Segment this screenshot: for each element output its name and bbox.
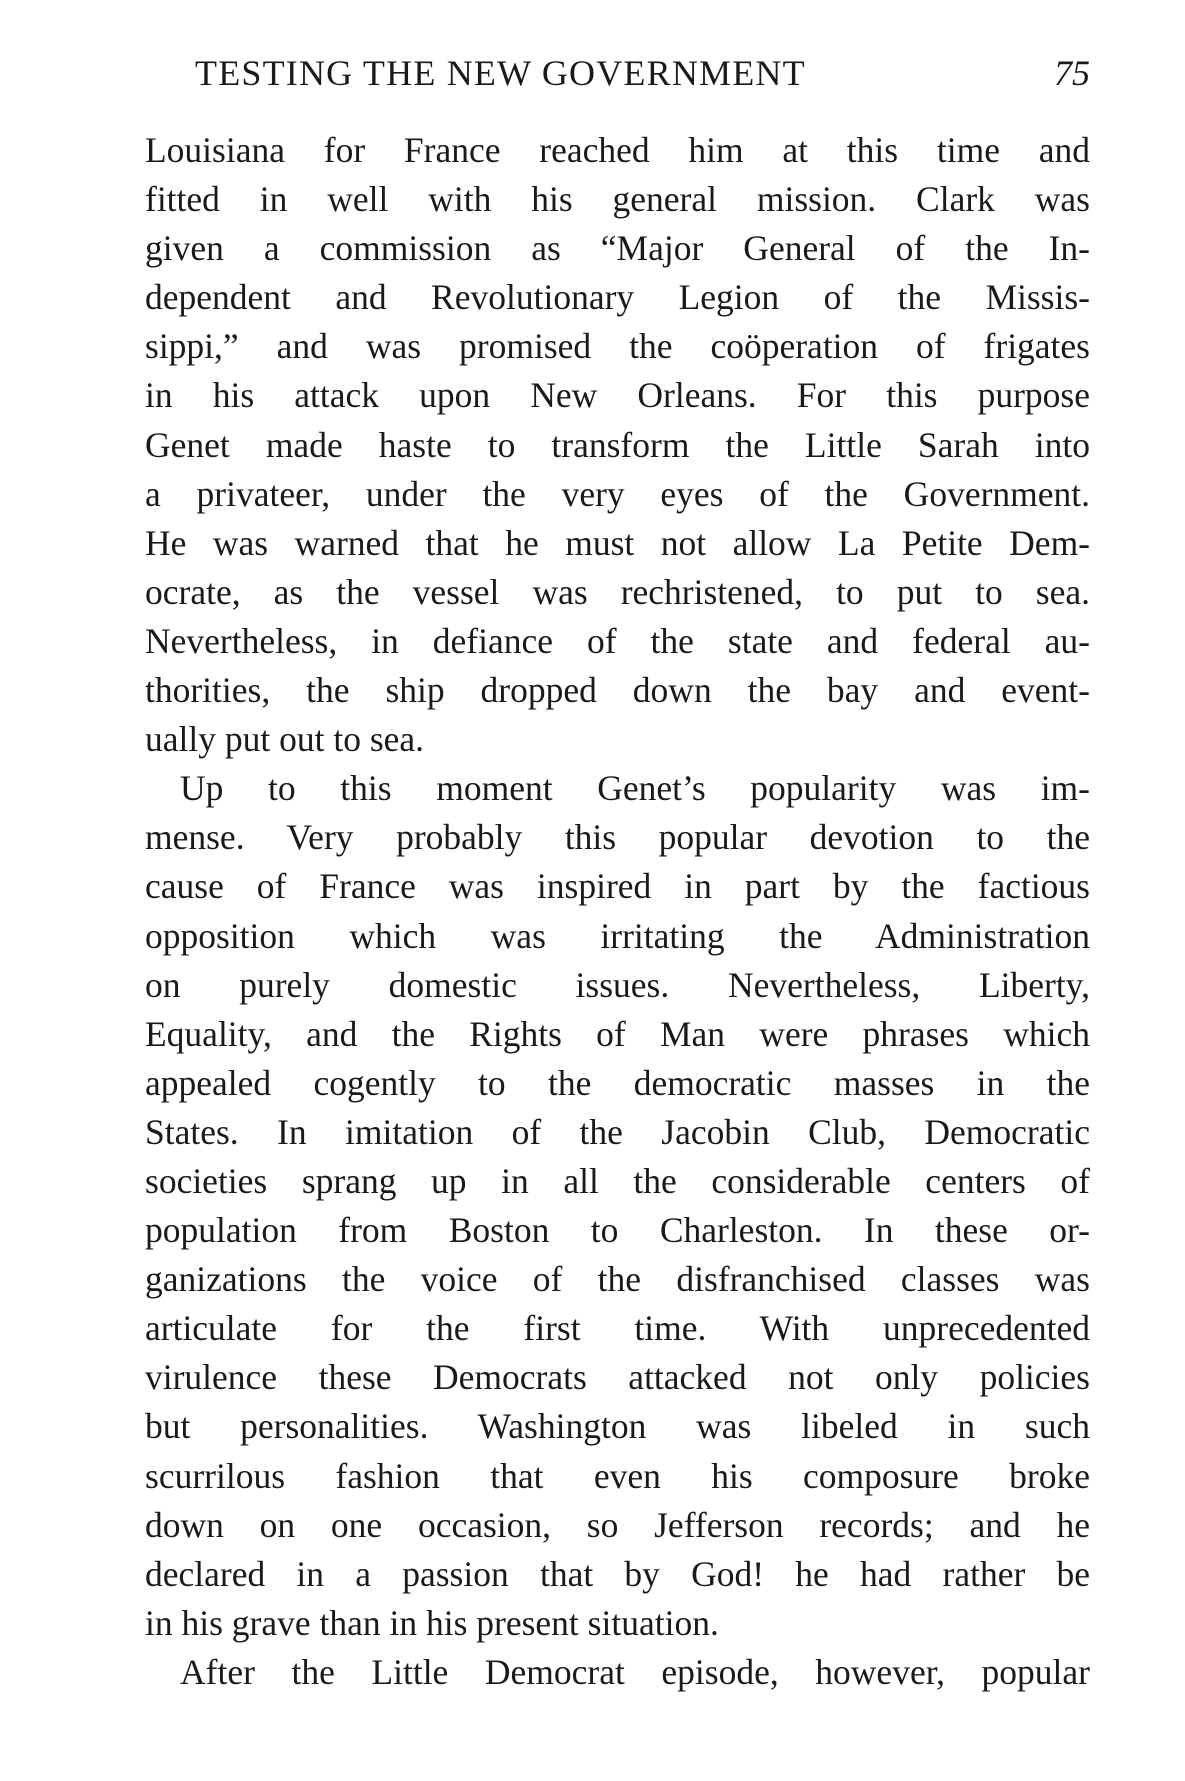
text-line: a privateer, under the very eyes of the Government.	[145, 473, 1090, 514]
text-line: sippi,” and was promised the coöperation of frigates	[145, 326, 1090, 367]
text-line: Genet made haste to transform the Little Sarah into	[145, 424, 1090, 465]
text-line: ganizations the voice of the disfranchised classes was	[145, 1259, 1090, 1300]
text-line: societies sprang up in all the considerable centers of	[145, 1160, 1090, 1201]
text-line: fitted in well with his general mission. Clark was	[145, 179, 1090, 220]
text-line: articulate for the first time. With unprecedented	[145, 1308, 1090, 1349]
text-line: opposition which was irritating the Administration	[145, 915, 1090, 956]
text-line: but personalities. Washington was libeled in such	[145, 1406, 1090, 1447]
page-number: 75	[1054, 53, 1090, 93]
text-line: He was warned that he must not allow La Petite Dem-	[145, 522, 1090, 563]
text-line: on purely domestic issues. Nevertheless, Liberty,	[145, 964, 1090, 1005]
text-line: given a commission as “Major General of the In-	[145, 228, 1090, 269]
text-line: Equality, and the Rights of Man were phrases which	[145, 1013, 1090, 1054]
text-line: appealed cogently to the democratic masses in the	[145, 1062, 1090, 1103]
running-head-title: TESTING THE NEW GOVERNMENT	[195, 53, 806, 93]
text-line: States. In imitation of the Jacobin Club, Democratic	[145, 1111, 1090, 1152]
text-line: virulence these Democrats attacked not only policies	[145, 1357, 1090, 1398]
paragraph-start-line: After the Little Democrat episode, however, popular	[180, 1651, 1090, 1692]
text-line: in his attack upon New Orleans. For this purpose	[145, 375, 1090, 416]
paragraph-start-line: Up to this moment Genet’s popularity was im-	[180, 768, 1090, 809]
text-line: declared in a passion that by God! he had rather be	[145, 1553, 1090, 1594]
text-line: dependent and Revolutionary Legion of the Missis-	[145, 277, 1090, 318]
running-head	[195, 52, 1090, 94]
text-line: Louisiana for France reached him at this time and	[145, 130, 1090, 170]
text-line: scurrilous fashion that even his composure broke	[145, 1455, 1090, 1496]
text-line: Nevertheless, in defiance of the state and federal au-	[145, 620, 1090, 661]
text-line: population from Boston to Charleston. In these or-	[145, 1210, 1090, 1251]
text-line: thorities, the ship dropped down the bay and event-	[145, 670, 1090, 711]
text-line: mense. Very probably this popular devotion to the	[145, 817, 1090, 858]
body-text	[145, 126, 1090, 1697]
text-line: down on one occasion, so Jefferson records; and he	[145, 1504, 1090, 1545]
paragraph-end-line: in his grave than in his present situation.	[145, 1602, 719, 1643]
text-line: ocrate, as the vessel was rechristened, to put to sea.	[145, 571, 1090, 612]
paragraph-end-line: ually put out to sea.	[145, 719, 425, 760]
text-line: cause of France was inspired in part by the factious	[145, 866, 1090, 907]
